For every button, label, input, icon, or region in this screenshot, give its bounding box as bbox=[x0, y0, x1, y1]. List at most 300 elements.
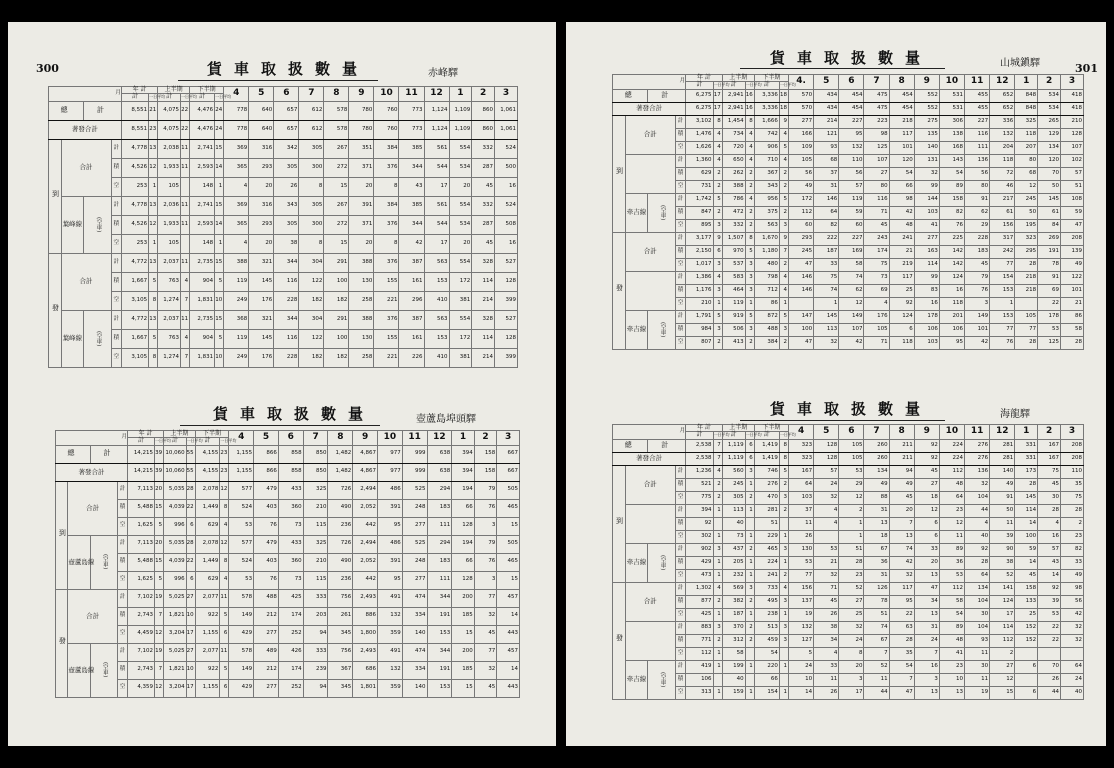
table-cell: 222 bbox=[814, 232, 839, 245]
table-row bbox=[49, 329, 518, 348]
table-cell: 16 bbox=[745, 102, 754, 115]
row-kind-label: 計 bbox=[675, 660, 685, 673]
table-cell: 505 bbox=[497, 481, 520, 499]
table-cell: 4 bbox=[864, 297, 889, 310]
table-cell: 172 bbox=[789, 193, 814, 206]
table-cell: 53 bbox=[1038, 323, 1061, 336]
table-cell: 1 bbox=[745, 556, 754, 569]
table-cell: 454 bbox=[839, 102, 864, 115]
table-cell: 76 bbox=[939, 219, 964, 232]
table-cell: 686 bbox=[353, 661, 378, 679]
table-cell: 5 bbox=[713, 193, 722, 206]
table-cell: 114 bbox=[472, 272, 495, 291]
table-cell: 48 bbox=[939, 478, 964, 491]
table-cell: 1,821 bbox=[164, 661, 187, 679]
table-cell: 756 bbox=[328, 643, 353, 661]
table-cell: 323 bbox=[789, 439, 814, 452]
table-cell: 47 bbox=[789, 258, 814, 271]
row-label: 著發合計 bbox=[613, 452, 686, 465]
table-cell: 293 bbox=[249, 158, 274, 177]
table-cell: 76 bbox=[474, 499, 497, 517]
table-cell: 45 bbox=[814, 595, 839, 608]
row-sub-label: 葉峰線 bbox=[61, 196, 84, 253]
table-cell: 12 bbox=[839, 297, 864, 310]
table-cell: 325 bbox=[303, 481, 328, 499]
table-cell: 17 bbox=[424, 234, 449, 253]
table-row bbox=[613, 465, 1084, 478]
table-cell: 387 bbox=[399, 310, 424, 329]
table-cell: 527 bbox=[495, 310, 518, 329]
table-cell: 2,037 bbox=[158, 253, 181, 272]
table-cell: 2 bbox=[779, 180, 788, 193]
table-cell: 225 bbox=[939, 232, 964, 245]
table-cell: 64 bbox=[789, 478, 814, 491]
row-kind-label: 積 bbox=[675, 634, 685, 647]
table-cell: 140 bbox=[990, 465, 1015, 478]
table-cell: 50 bbox=[990, 504, 1015, 517]
table-cell: 561 bbox=[424, 196, 449, 215]
row-kind-label: 積 bbox=[675, 245, 685, 258]
table-cell: 136 bbox=[965, 154, 990, 167]
table-cell: 866 bbox=[254, 445, 279, 463]
table-cell: 167 bbox=[1038, 439, 1061, 452]
table-cell: 807 bbox=[686, 336, 713, 349]
table-row bbox=[56, 553, 520, 571]
table-cell: 155 bbox=[374, 272, 399, 291]
table-cell: 886 bbox=[353, 607, 378, 625]
table-cell: 15 bbox=[497, 517, 520, 535]
table-cell: 1 bbox=[713, 647, 722, 660]
table-cell: 7,102 bbox=[128, 643, 155, 661]
table-cell: 92 bbox=[1038, 582, 1061, 595]
table-cell: 236 bbox=[328, 571, 353, 589]
table-cell: 1 bbox=[779, 686, 788, 699]
table-cell: 2 bbox=[779, 167, 788, 180]
month-header: 5 bbox=[254, 431, 279, 446]
table-cell: 45 bbox=[1038, 478, 1061, 491]
table-cell: 191 bbox=[427, 661, 452, 679]
table-cell: 54 bbox=[754, 647, 779, 660]
table-cell: 12 bbox=[990, 673, 1015, 686]
table-cell: 210 bbox=[686, 297, 713, 310]
table-cell: 32 bbox=[814, 491, 839, 504]
title-rule bbox=[178, 80, 378, 81]
table-cell: 1 bbox=[779, 556, 788, 569]
table-cell: 38 bbox=[814, 621, 839, 634]
table-cell: 4 bbox=[779, 128, 788, 141]
table-cell: 2,052 bbox=[353, 553, 378, 571]
table-cell: 332 bbox=[722, 219, 745, 232]
table-cell: 25 bbox=[889, 284, 914, 297]
table-cell: 508 bbox=[495, 215, 518, 234]
table-cell: 2 bbox=[745, 543, 754, 556]
table-cell: 52 bbox=[839, 582, 864, 595]
section-title: 貨車取扱數量 bbox=[207, 60, 370, 78]
table-cell: 146 bbox=[814, 193, 839, 206]
table-cell: 1,274 bbox=[158, 348, 181, 367]
table-cell: 3 bbox=[713, 621, 722, 634]
table-cell: 28 bbox=[186, 535, 195, 553]
table-cell: 142 bbox=[939, 258, 964, 271]
table-cell: 359 bbox=[377, 679, 402, 697]
table-cell: 220 bbox=[754, 660, 779, 673]
table-cell: 2,078 bbox=[195, 481, 220, 499]
table-cell: 850 bbox=[303, 445, 328, 463]
table-cell: 12 bbox=[914, 504, 939, 517]
table-cell: 84 bbox=[1038, 219, 1061, 232]
table-cell: 15 bbox=[155, 553, 164, 571]
table-cell: 8 bbox=[299, 177, 324, 196]
table-cell: 28 bbox=[965, 556, 990, 569]
table-cell: 328 bbox=[472, 253, 495, 272]
table-cell: 2 bbox=[745, 180, 754, 193]
table-cell: 55 bbox=[186, 445, 195, 463]
table-cell: 20 bbox=[349, 177, 374, 196]
table-cell: 99 bbox=[914, 271, 939, 284]
table-cell: 3 bbox=[745, 284, 754, 297]
table-cell: 2,036 bbox=[158, 196, 181, 215]
table-cell: 37 bbox=[789, 504, 814, 517]
table-cell: 12 bbox=[220, 535, 229, 553]
table-cell: 91 bbox=[965, 193, 990, 206]
month-header: 6 bbox=[278, 431, 303, 446]
table-cell: 276 bbox=[965, 439, 990, 452]
table-cell: 7,113 bbox=[128, 535, 155, 553]
table-cell: 78 bbox=[864, 595, 889, 608]
table-cell: 107 bbox=[1061, 141, 1084, 154]
table-cell: 763 bbox=[158, 329, 181, 348]
table-cell: 40 bbox=[965, 530, 990, 543]
row-kind-label: 積 bbox=[675, 517, 685, 530]
table-cell: 20 bbox=[349, 234, 374, 253]
table-cell: 742 bbox=[754, 128, 779, 141]
table-cell: 277 bbox=[789, 115, 814, 128]
table-cell: 132 bbox=[839, 141, 864, 154]
table-cell: 4 bbox=[713, 141, 722, 154]
table-cell: 267 bbox=[324, 139, 349, 158]
table-cell: 140 bbox=[402, 679, 427, 697]
month-header: 8 bbox=[889, 425, 914, 440]
table-cell: 28 bbox=[889, 634, 914, 647]
row-kind-label: 空 bbox=[675, 141, 685, 154]
table-cell: 252 bbox=[278, 625, 303, 643]
table-cell: 2,494 bbox=[353, 481, 378, 499]
table-cell: 100 bbox=[324, 272, 349, 291]
table-cell: 21 bbox=[149, 101, 158, 120]
table-cell: 578 bbox=[229, 643, 254, 661]
table-cell: 56 bbox=[965, 167, 990, 180]
table-cell: 3 bbox=[745, 271, 754, 284]
table-cell: 221 bbox=[374, 348, 399, 367]
table-cell: 479 bbox=[254, 535, 279, 553]
table-cell: 2 bbox=[990, 647, 1015, 660]
table-cell: 334 bbox=[402, 607, 427, 625]
table-cell: 388 bbox=[349, 253, 374, 272]
table-cell: 1 bbox=[779, 660, 788, 673]
table-cell: 208 bbox=[1061, 452, 1084, 465]
table-cell: 31 bbox=[864, 569, 889, 582]
table-cell: 277 bbox=[402, 517, 427, 535]
table-cell: 56 bbox=[789, 167, 814, 180]
table-cell: 94 bbox=[303, 679, 328, 697]
table-row bbox=[49, 234, 518, 253]
table-cell: 4 bbox=[814, 517, 839, 530]
table-cell: 3 bbox=[713, 284, 722, 297]
row-group-label: 發 bbox=[613, 582, 626, 699]
table-cell: 2 bbox=[713, 336, 722, 349]
table-cell: 17 bbox=[713, 102, 722, 115]
table-cell: 7,102 bbox=[128, 589, 155, 607]
table-cell: 300 bbox=[299, 215, 324, 234]
table-cell: 131 bbox=[914, 154, 939, 167]
table-cell: 344 bbox=[274, 253, 299, 272]
table-cell: 17 bbox=[713, 89, 722, 102]
table-cell: 12 bbox=[155, 679, 164, 697]
table-cell: 14 bbox=[1038, 569, 1061, 582]
table-cell: 325 bbox=[1015, 115, 1038, 128]
table-cell: 996 bbox=[164, 571, 187, 589]
table-cell: 4 bbox=[745, 128, 754, 141]
table-cell: 68 bbox=[1015, 167, 1038, 180]
table-cell: 105 bbox=[839, 452, 864, 465]
table-cell: 13 bbox=[864, 517, 889, 530]
row-group-label: 到 bbox=[613, 115, 626, 232]
table-cell: 1,482 bbox=[328, 445, 353, 463]
table-cell: 1,109 bbox=[449, 101, 472, 120]
table-cell: 5,025 bbox=[164, 643, 187, 661]
table-cell: 67 bbox=[864, 634, 889, 647]
table-cell: 13 bbox=[914, 569, 939, 582]
table-cell: 5 bbox=[155, 517, 164, 535]
table-cell: 98 bbox=[864, 128, 889, 141]
table-cell: 391 bbox=[377, 499, 402, 517]
table-cell: 3 bbox=[474, 517, 497, 535]
table-cell: 122 bbox=[299, 329, 324, 348]
table-cell: 22 bbox=[889, 608, 914, 621]
table-cell bbox=[789, 297, 814, 310]
table-cell: 2 bbox=[745, 634, 754, 647]
table-cell: 265 bbox=[1038, 115, 1061, 128]
table-cell: 544 bbox=[424, 158, 449, 177]
table-cell: 20 bbox=[249, 177, 274, 196]
table-cell: 638 bbox=[427, 463, 452, 481]
table-row bbox=[613, 245, 1084, 258]
table-cell: 161 bbox=[399, 272, 424, 291]
table-cell: 58 bbox=[939, 595, 964, 608]
table-cell: 91 bbox=[1038, 271, 1061, 284]
table-cell: 57 bbox=[1038, 543, 1061, 556]
table-cell: 7 bbox=[864, 647, 889, 660]
table-row bbox=[56, 445, 520, 463]
table-cell: 387 bbox=[399, 253, 424, 272]
table-cell: 224 bbox=[939, 439, 964, 452]
table-cell: 155 bbox=[374, 329, 399, 348]
table-corner-label: 月 bbox=[56, 431, 128, 446]
table-cell: 1 bbox=[990, 297, 1015, 310]
row-sub-label: 合計 bbox=[68, 589, 118, 643]
table-cell: 8 bbox=[713, 115, 722, 128]
table-cell: 227 bbox=[839, 115, 864, 128]
table-cell: 113 bbox=[814, 323, 839, 336]
table-cell: 28 bbox=[839, 556, 864, 569]
table-cell: 3 bbox=[965, 297, 990, 310]
table-cell: 28 bbox=[1061, 504, 1084, 517]
table-cell: 156 bbox=[789, 582, 814, 595]
table-cell: 418 bbox=[1061, 89, 1084, 102]
table-cell: 12 bbox=[220, 481, 229, 499]
table-cell: 4,459 bbox=[128, 625, 155, 643]
table-cell: 21 bbox=[889, 245, 914, 258]
col-header-total: 計 bbox=[722, 432, 745, 439]
table-cell: 1,507 bbox=[722, 232, 745, 245]
table-cell: 437 bbox=[722, 543, 745, 556]
table-cell: 111 bbox=[427, 571, 452, 589]
table-cell: 2,538 bbox=[686, 439, 713, 452]
table-cell: 291 bbox=[324, 310, 349, 329]
table-cell: 148 bbox=[190, 234, 215, 253]
col-header-first-half: 上半期 bbox=[722, 425, 754, 432]
table-cell: 629 bbox=[686, 167, 713, 180]
table-cell: 505 bbox=[497, 535, 520, 553]
table-cell: 182 bbox=[299, 348, 324, 367]
table-row bbox=[49, 101, 518, 120]
table-cell: 1,236 bbox=[686, 465, 713, 478]
row-sub-label: 壺蘆島線 bbox=[68, 643, 91, 697]
table-cell: 524 bbox=[495, 196, 518, 215]
table-cell: 8 bbox=[220, 499, 229, 517]
table-cell: 1,670 bbox=[754, 232, 779, 245]
month-header: 9 bbox=[349, 87, 374, 102]
col-header-total: 計 bbox=[722, 82, 745, 89]
table-cell: 174 bbox=[278, 607, 303, 625]
table-cell: 89 bbox=[939, 180, 964, 193]
month-header: 3 bbox=[495, 87, 518, 102]
table-cell: 906 bbox=[754, 141, 779, 154]
table-cell: 293 bbox=[249, 215, 274, 234]
table-cell: 2,052 bbox=[353, 499, 378, 517]
table-cell: 2 bbox=[745, 491, 754, 504]
table-cell: 5,035 bbox=[164, 481, 187, 499]
table-cell: 103 bbox=[914, 336, 939, 349]
table-cell: 344 bbox=[427, 643, 452, 661]
row-kind-label: 空 bbox=[117, 625, 127, 643]
table-cell: 1,667 bbox=[121, 272, 148, 291]
table-cell: 970 bbox=[722, 245, 745, 258]
table-cell: 124 bbox=[990, 595, 1015, 608]
table-cell: 525 bbox=[402, 535, 427, 553]
table-cell: 375 bbox=[754, 206, 779, 219]
table-cell: 115 bbox=[303, 517, 328, 535]
table-cell: 305 bbox=[299, 139, 324, 158]
table-cell: 640 bbox=[249, 120, 274, 139]
table-cell: 122 bbox=[299, 272, 324, 291]
table-cell: 153 bbox=[990, 310, 1015, 323]
table-cell: 384 bbox=[754, 336, 779, 349]
table-cell: 712 bbox=[754, 284, 779, 297]
row-kind-label: 空 bbox=[675, 686, 685, 699]
table-cell: 57 bbox=[839, 180, 864, 193]
row-kind-label: 計 bbox=[111, 196, 121, 215]
table-cell: 552 bbox=[914, 102, 939, 115]
row-kind-label: 計 bbox=[111, 310, 121, 329]
table-cell: 77 bbox=[789, 569, 814, 582]
table-cell bbox=[779, 647, 788, 660]
table-cell: 534 bbox=[1038, 102, 1061, 115]
table-cell: 455 bbox=[965, 89, 990, 102]
table-cell: 229 bbox=[754, 530, 779, 543]
table-cell: 178 bbox=[914, 310, 939, 323]
row-kind-label: 計 bbox=[117, 643, 127, 661]
table-cell: 3 bbox=[779, 219, 788, 232]
table-cell: 86 bbox=[754, 297, 779, 310]
table-cell: 1,155 bbox=[195, 625, 220, 643]
table-cell: 473 bbox=[686, 569, 713, 582]
month-header: 7 bbox=[864, 425, 889, 440]
table-cell: 1 bbox=[814, 297, 839, 310]
table-cell: 153 bbox=[427, 625, 452, 643]
table-cell: 76 bbox=[474, 553, 497, 571]
table-cell: 32 bbox=[474, 607, 497, 625]
table-cell: 866 bbox=[254, 463, 279, 481]
row-group-label: 發 bbox=[56, 589, 68, 697]
table-cell: 10 bbox=[186, 661, 195, 679]
table-cell: 20 bbox=[155, 481, 164, 499]
table-cell: 22 bbox=[186, 553, 195, 571]
table-cell: 228 bbox=[274, 291, 299, 310]
table-cell: 243 bbox=[864, 232, 889, 245]
table-cell: 132 bbox=[377, 661, 402, 679]
table-cell: 136 bbox=[965, 465, 990, 478]
row-kind-label: 積 bbox=[117, 607, 127, 625]
table-cell: 143 bbox=[939, 154, 964, 167]
table-cell: 4 bbox=[181, 329, 190, 348]
table-cell: 381 bbox=[449, 348, 472, 367]
table-cell: 2,735 bbox=[190, 253, 215, 272]
table-cell: 2,493 bbox=[353, 589, 378, 607]
month-header: 9 bbox=[353, 431, 378, 446]
table-cell: 2,494 bbox=[353, 535, 378, 553]
table-cell: 119 bbox=[722, 297, 745, 310]
table-cell: 88 bbox=[864, 491, 889, 504]
table-cell: 726 bbox=[328, 481, 353, 499]
table-cell: 76 bbox=[254, 571, 279, 589]
table-cell bbox=[1061, 647, 1084, 660]
table-cell: 17 bbox=[186, 679, 195, 697]
table-cell: 1 bbox=[745, 569, 754, 582]
table-cell: 578 bbox=[324, 120, 349, 139]
col-header-total: 計 bbox=[128, 438, 155, 445]
table-cell: 249 bbox=[224, 348, 249, 367]
table-cell: 2,735 bbox=[190, 310, 215, 329]
table-cell: 276 bbox=[965, 452, 990, 465]
table-cell: 169 bbox=[839, 245, 864, 258]
month-header: 7 bbox=[303, 431, 328, 446]
month-header: 2 bbox=[474, 431, 497, 446]
row-kind-label: 積 bbox=[675, 284, 685, 297]
table-cell: 8 bbox=[745, 115, 754, 128]
table-cell: 145 bbox=[249, 272, 274, 291]
table-cell: 104 bbox=[965, 621, 990, 634]
table-cell: 1,419 bbox=[754, 439, 779, 452]
table-cell: 6 bbox=[186, 517, 195, 535]
table-cell: 388 bbox=[349, 310, 374, 329]
table-cell: 3 bbox=[839, 673, 864, 686]
table-cell: 1,119 bbox=[722, 452, 745, 465]
table-cell: 388 bbox=[224, 253, 249, 272]
table-cell: 108 bbox=[1061, 193, 1084, 206]
table-cell: 138 bbox=[939, 128, 964, 141]
table-cell: 15 bbox=[215, 196, 224, 215]
